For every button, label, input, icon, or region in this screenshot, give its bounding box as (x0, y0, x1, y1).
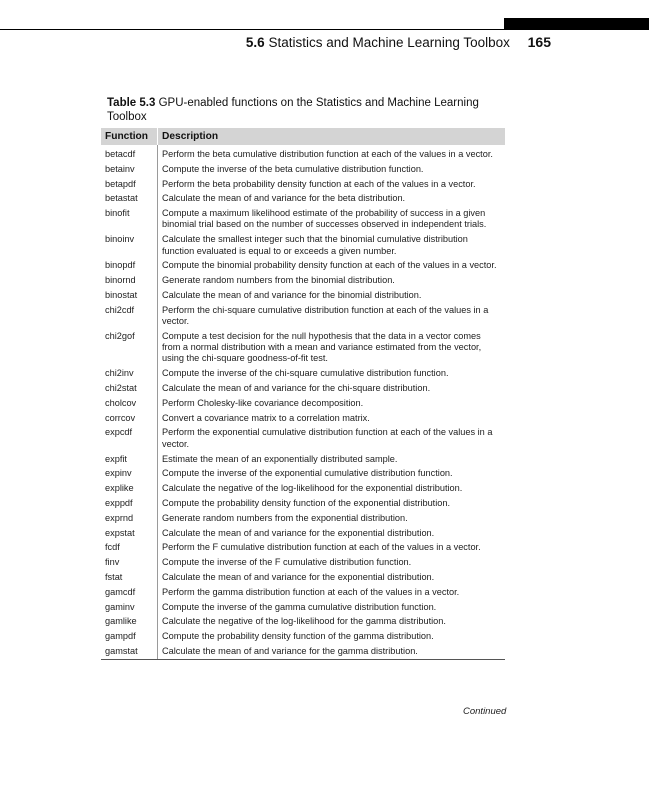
function-name: expfit (101, 452, 158, 467)
table-row (101, 288, 505, 303)
header-rule (0, 29, 649, 30)
table-row (101, 177, 505, 192)
table-row (101, 381, 505, 396)
function-description: Compute the probability density function of the gamma distribution. (162, 631, 434, 642)
table-row (101, 555, 505, 570)
function-description: Generate random numbers from the binomial distribution. (162, 275, 395, 286)
function-description: Calculate the mean of and variance for the exponential distribution. (162, 527, 435, 538)
function-description: Calculate the mean of and variance for the beta distribution. (162, 193, 406, 204)
table-row (101, 540, 505, 555)
function-name: corrcov (101, 411, 158, 426)
function-description: Calculate the smallest integer such that the binomial cumulative distribution function evaluated is equal to or exceeds a given number. (162, 234, 468, 256)
function-name: expstat (101, 526, 158, 541)
table-row (101, 162, 505, 177)
function-name: exprnd (101, 511, 158, 526)
function-name: fcdf (101, 540, 158, 555)
table-row (101, 366, 505, 381)
section-title: Statistics and Machine Learning Toolbox (268, 35, 510, 50)
continued-note: Continued (463, 706, 507, 717)
function-name: betacdf (101, 145, 158, 162)
function-name: chi2cdf (101, 303, 158, 329)
function-description: Compute the inverse of the F cumulative distribution function. (162, 557, 412, 568)
table-row (101, 425, 505, 451)
function-description: Calculate the negative of the log-likelihood for the exponential distribution. (162, 483, 463, 494)
function-description: Estimate the mean of an exponentially distributed sample. (162, 453, 398, 464)
function-name: betapdf (101, 177, 158, 192)
function-description: Compute the inverse of the beta cumulative distribution function. (162, 163, 424, 174)
function-description: Generate random numbers from the exponential distribution. (162, 512, 408, 523)
function-name: exppdf (101, 496, 158, 511)
function-name: finv (101, 555, 158, 570)
function-description: Calculate the mean of and variance for the binomial distribution. (162, 289, 422, 300)
function-name: chi2gof (101, 329, 158, 366)
header-bar (504, 18, 649, 29)
table-row (101, 258, 505, 273)
column-header-description: Description (158, 128, 506, 145)
function-description: Compute a maximum likelihood estimate of the probability of success in a given binomial trial based on the number of successes observed in independent trials. (162, 208, 487, 230)
table-label: Table 5.3 (107, 97, 156, 109)
table-row (101, 481, 505, 496)
function-description: Compute the inverse of the chi-square cumulative distribution function. (162, 368, 449, 379)
table-row (101, 570, 505, 585)
function-name: chi2inv (101, 366, 158, 381)
function-name: explike (101, 481, 158, 496)
table-body (101, 145, 505, 660)
function-description: Perform the beta cumulative distribution function at each of the values in a vector. (162, 149, 493, 159)
table-row (101, 466, 505, 481)
table-header-row (101, 128, 505, 145)
function-name: gampdf (101, 629, 158, 644)
table-row (101, 329, 505, 366)
column-header-function: Function (101, 128, 158, 145)
function-name: gamcdf (101, 585, 158, 600)
function-description: Compute the inverse of the exponential cumulative distribution function. (162, 468, 453, 479)
function-name: binostat (101, 288, 158, 303)
function-name: gamlike (101, 614, 158, 629)
function-name: chi2stat (101, 381, 158, 396)
table-row (101, 452, 505, 467)
function-description: Calculate the mean of and variance for the gamma distribution. (158, 644, 506, 660)
table-row (101, 206, 505, 232)
table-row (101, 396, 505, 411)
section-number: 5.6 (245, 35, 265, 50)
table-caption (107, 96, 505, 124)
table-row (101, 614, 505, 629)
function-name: fstat (101, 570, 158, 585)
running-head (246, 34, 551, 50)
function-name: binoinv (101, 232, 158, 258)
table-row (101, 600, 505, 615)
table-row (101, 511, 505, 526)
function-name: cholcov (101, 396, 158, 411)
table-row (101, 232, 505, 258)
table-row (101, 585, 505, 600)
function-description: Perform the F cumulative distribution function at each of the values in a vector. (162, 542, 481, 553)
function-description: Perform the gamma distribution function at each of the values in a vector. (162, 586, 460, 597)
table-row (101, 303, 505, 329)
table-row (101, 411, 505, 426)
function-name: binopdf (101, 258, 158, 273)
function-name: gaminv (101, 600, 158, 615)
function-description: Convert a covariance matrix to a correlation matrix. (162, 412, 370, 423)
function-name: expinv (101, 466, 158, 481)
table-row (101, 191, 505, 206)
table-row (101, 273, 505, 288)
table-row (101, 526, 505, 541)
function-description: Calculate the mean of and variance for the exponential distribution. (162, 571, 435, 582)
functions-table (101, 128, 505, 660)
table-title: GPU-enabled functions on the Statistics and Machine Learning Toolbox (107, 97, 479, 123)
function-description: Perform the chi-square cumulative distribution function at each of the values in a vector. (162, 304, 489, 327)
function-description: Perform the beta probability density function at each of the values in a vector. (162, 178, 476, 189)
table-row (101, 145, 505, 162)
function-name: betainv (101, 162, 158, 177)
function-name: gamstat (101, 644, 158, 660)
function-description: Calculate the mean of and variance for the chi-square distribution. (162, 383, 431, 394)
table-row (101, 496, 505, 511)
function-name: betastat (101, 191, 158, 206)
function-description: Compute the binomial probability density function at each of the values in a vector. (162, 260, 497, 271)
page-number: 165 (527, 34, 551, 50)
function-name: expcdf (101, 425, 158, 451)
function-description: Compute a test decision for the null hypothesis that the data in a vector comes from a normal distribution with a mean and variance estimated from the vector, using the chi-square goodness-of-fit test. (162, 330, 482, 364)
function-description: Perform the exponential cumulative distribution function at each of the values in a vector. (162, 427, 493, 449)
function-name: binofit (101, 206, 158, 232)
function-description: Compute the inverse of the gamma cumulative distribution function. (162, 601, 437, 612)
function-name: binornd (101, 273, 158, 288)
function-description: Compute the probability density function of the exponential distribution. (162, 497, 451, 508)
table-row (101, 644, 505, 660)
table-row (101, 629, 505, 644)
function-description: Perform Cholesky-like covariance decomposition. (162, 397, 364, 408)
function-description: Calculate the negative of the log-likelihood for the gamma distribution. (162, 616, 446, 627)
